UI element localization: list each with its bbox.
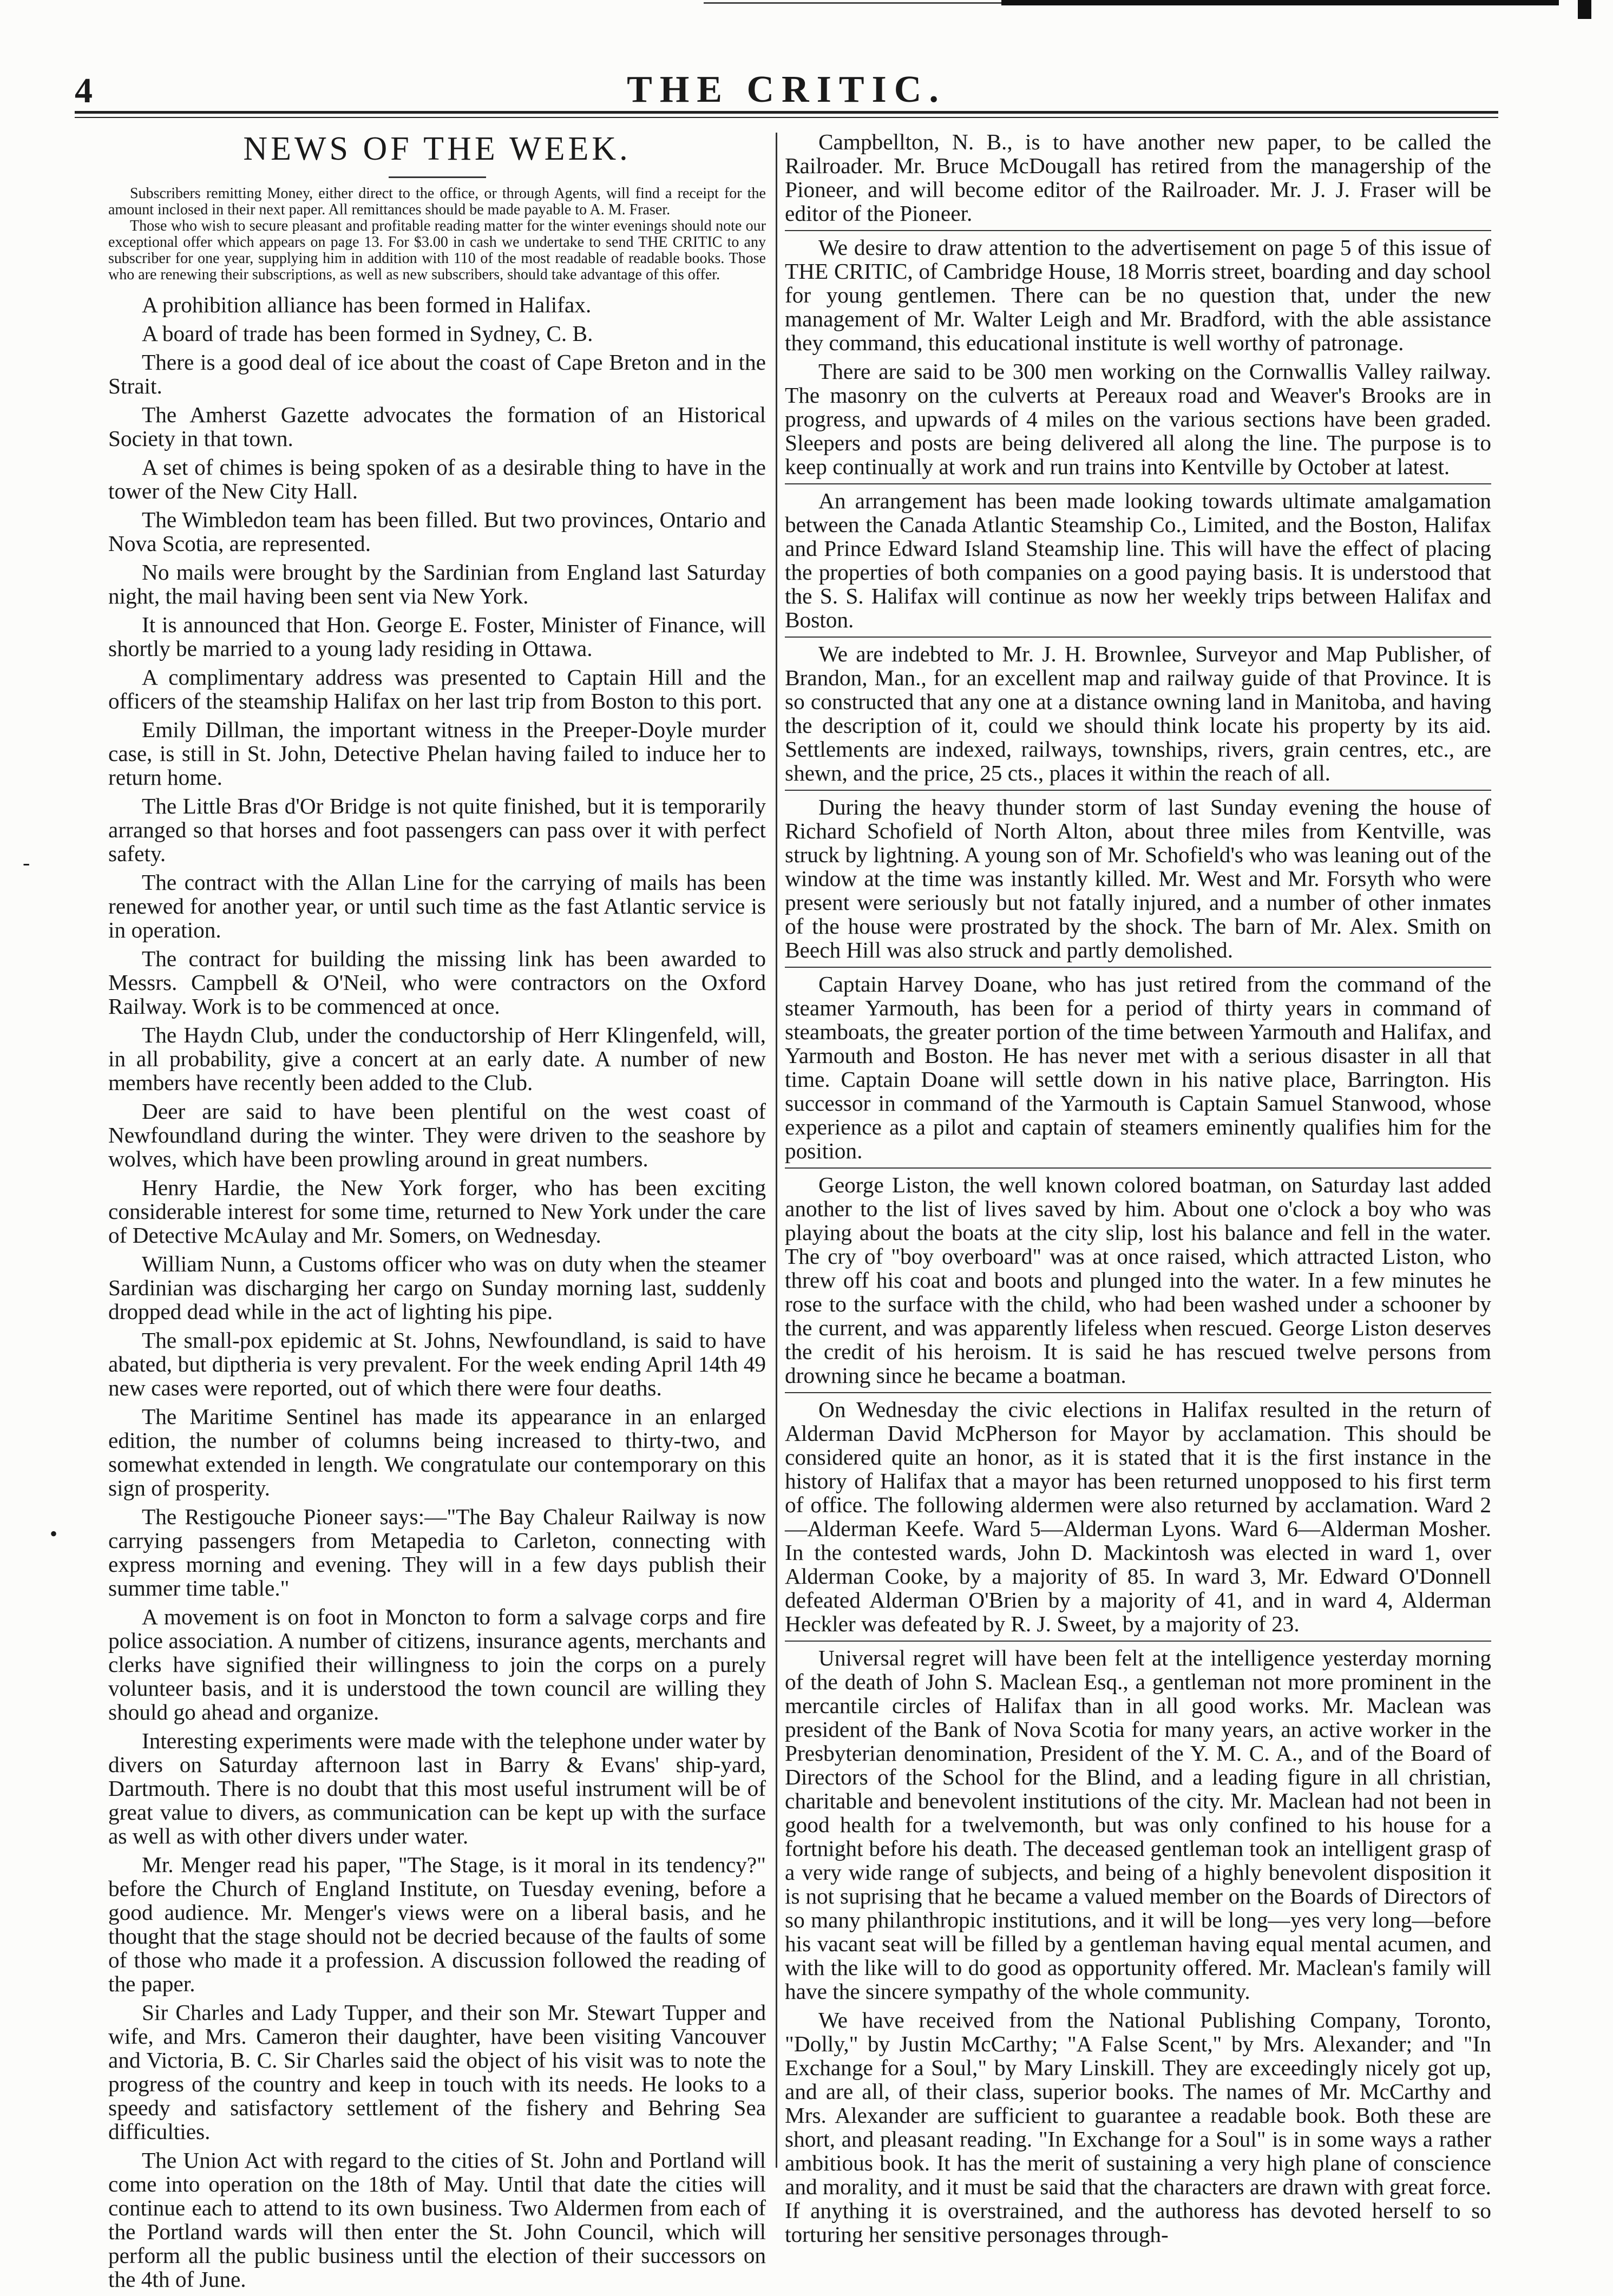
item-separator bbox=[785, 637, 1491, 638]
column-divider bbox=[776, 133, 777, 2168]
news-items bbox=[785, 130, 1491, 2246]
news-item: On Wednesday the civic elections in Halifax resulted in the return of Alderman David McPherson for Mayor by acclamation. This should be considered quite an honor, as it is stated that it is the first instance in the history of Halifax that a mayor has been returned unopposed to his first term of office. The following aldermen were also returned by acclamation. Ward 2—Alderman Keefe. Ward 5—Alderman Lyons. Ward 6—Alderman Mosher. In the contested wards, John D. Mackintosh was elected in ward 1, over Alderman Cooke, by a majority of 85. In ward 3, Mr. Edward O'Donnell defeated Alderman O'Brien by a majority of 41, and in ward 4, Alderman Heckler was defeated by R. J. Sweet, by a majority of 23. bbox=[785, 1397, 1491, 1636]
news-item: The Haydn Club, under the conductorship of Herr Klingenfeld, will, in all probability, give a concert at an early date. A number of new members have recently been added to the Club. bbox=[108, 1022, 766, 1095]
news-item: The Maritime Sentinel has made its appearance in an enlarged edition, the number of columns being increased to thirty-two, and somewhat extended in length. We congratulate our contemporary on this sign of prosperity. bbox=[108, 1404, 766, 1500]
news-item: Emily Dillman, the important witness in the Preeper-Doyle murder case, is still in St. John, Detective Phelan having failed to induce her to return home. bbox=[108, 717, 766, 790]
news-item: A complimentary address was presented to Captain Hill and the officers of the steamship Halifax on her last trip from Boston to this port. bbox=[108, 665, 766, 713]
news-item: There are said to be 300 men working on the Cornwallis Valley railway. The masonry on the culverts at Pereaux road and Weaver's Brooks are in progress, and upwards of 4 miles on the various sections have been graded. Sleepers and posts are being delivered all along the line. The purpose is to keep continually at work and run trains into Kentville by October at latest. bbox=[785, 359, 1491, 479]
masthead-rule-top bbox=[75, 111, 1498, 114]
news-item: The Amherst Gazette advocates the formation of an Historical Society in that town. bbox=[108, 402, 766, 451]
news-item: It is announced that Hon. George E. Foster, Minister of Finance, will shortly be married to a young lady residing in Ottawa. bbox=[108, 612, 766, 661]
item-separator bbox=[785, 1641, 1491, 1642]
margin-mark: • bbox=[50, 1521, 58, 1546]
news-item: We are indebted to Mr. J. H. Brownlee, Surveyor and Map Publisher, of Brandon, Man., for an excellent map and railway guide of that Province. It is so constructed that any one at a distance owning land in Manitoba, and having the description of it, could we should think locate his property by its aid. Settlements are indexed, railways, townships, rivers, grain centres, etc., are shewn, and the price, 25 cts., places it within the reach of all. bbox=[785, 641, 1491, 785]
page-number: 4 bbox=[75, 71, 93, 110]
news-item: The Wimbledon team has been filled. But two provinces, Ontario and Nova Scotia, are represented. bbox=[108, 507, 766, 556]
news-item: We have received from the National Publishing Company, Toronto, "Dolly," by Justin McCarthy; "A False Scent," by Mrs. Alexander; and "In Exchange for a Soul," by Mary Linskill. They are exceedingly nicely got up, and are all, of their class, superior books. The names of Mr. McCarthy and Mrs. Alexander are sufficient to guarantee a readable book. Both these are short, and pleasant reading. "In Exchange for a Soul" is in some ways a rather ambitious book. It has the merit of sustaining a very high plane of conscience and morality, and it must be said that the characters are drawn with great force. If anything it is overstrained, and the authoress has devoted herself to so torturing her sensitive personages through- bbox=[785, 2008, 1491, 2247]
left-column bbox=[108, 130, 766, 2296]
news-item: An arrangement has been made looking towards ultimate amalgamation between the Canada Atlantic Steamship Co., Limited, and the Boston, Halifax and Prince Edward Island Steamship line. This will have the effect of placing the properties of both companies on a good paying basis. It is understood that the S. S. Halifax will continue as now her weekly trips between Halifax and Boston. bbox=[785, 488, 1491, 632]
news-item: The contract for building the missing link has been awarded to Messrs. Campbell & O'Neil, who were contractors on the Oxford Railway. Work is to be commenced at once. bbox=[108, 946, 766, 1019]
news-item: Sir Charles and Lady Tupper, and their son Mr. Stewart Tupper and wife, and Mrs. Cameron their daughter, have been visiting Vancouver and Victoria, B. C. Sir Charles said the object of his visit was to note the progress of the country and keep in touch with its needs. He looks to a speedy and satisfactory settlement of the fishery and Behring Sea difficulties. bbox=[108, 2000, 766, 2144]
news-item: William Nunn, a Customs officer who was on duty when the steamer Sardinian was discharging her cargo on Sunday morning last, suddenly dropped dead while in the act of lighting his pipe. bbox=[108, 1251, 766, 1324]
right-column bbox=[785, 130, 1491, 2251]
item-separator bbox=[785, 790, 1491, 791]
news-item: Universal regret will have been felt at the intelligence yesterday morning of the death of John S. Maclean Esq., a gentleman not more prominent in the mercantile circles of Halifax than in all good works. Mr. Maclean was president of the Bank of Nova Scotia for many years, an active worker in the Presbyterian denomination, President of the Y. M. C. A., and of the Board of Directors of the School for the Blind, and a leading figure in all christian, charitable and benevolent institutions of the city. Mr. Maclean had not been in good health for a twelvemonth, but was only confined to his house for a fortnight before his death. The deceased gentleman took an intelligent grasp of a very wide range of subjects, and being of a highly benevolent disposition it is not suprising that he became a valued member on the Boards of Directors of so many philanthropic institutions, and it will be long—yes very long—before his vacant seat will be filled by a gentleman having equal mental acumen, and with the like will to do good as opportunity offered. Mr. Maclean's family will have the sincere sympathy of the whole community. bbox=[785, 1645, 1491, 2004]
news-item: A prohibition alliance has been formed in Halifax. bbox=[142, 292, 592, 317]
notice-paragraph: Subscribers remitting Money, either direct to the office, or through Agents, will find a receipt for the amount inclosed in their next paper. All remittances should be made payable to A. M. Fraser. bbox=[108, 185, 766, 218]
item-separator bbox=[785, 1392, 1491, 1393]
subscriber-notice bbox=[108, 186, 766, 283]
news-item: Campbellton, N. B., is to have another new paper, to be called the Railroader. Mr. Bruce McDougall has retired from the managership of the Pioneer, and will become editor of the Railroader. Mr. J. J. Fraser will be editor of the Pioneer. bbox=[785, 129, 1491, 226]
news-item: The small-pox epidemic at St. Johns, Newfoundland, is said to have abated, but diptheria is very prevalent. For the week ending April 14th 49 new cases were reported, out of which there were four deaths. bbox=[108, 1328, 766, 1400]
top-edge-bar bbox=[1001, 0, 1559, 5]
news-item: George Liston, the well known colored boatman, on Saturday last added another to the list of lives saved by him. About one o'clock a boy who was playing about the boats at the city slip, lost his balance and fell in the water. The cry of "boy overboard" was at once raised, which attracted Liston, who threw off his coat and boots and plunged into the water. In a few minutes he rose to the surface with the child, who had been washed under a schooner by the current, and was apparently lifeless when rescued. George Liston deserves the credit of his heroism. It is said he has rescued twelve persons from drowning since he became a boatman. bbox=[785, 1172, 1491, 1388]
masthead bbox=[75, 65, 1498, 124]
margin-mark: - bbox=[23, 850, 30, 875]
news-item: No mails were brought by the Sardinian from England last Saturday night, the mail having been sent via New York. bbox=[108, 560, 766, 608]
item-separator bbox=[785, 483, 1491, 484]
item-separator bbox=[785, 230, 1491, 231]
news-item: Interesting experiments were made with the telephone under water by divers on Saturday afternoon last in Barry & Evans' ship-yard, Dartmouth. There is no doubt that this most useful instrument will be of great value to divers, as communication can be kept up with the surface as well as with other divers under water. bbox=[108, 1728, 766, 1848]
masthead-rule-bottom bbox=[75, 117, 1498, 118]
newspaper-title: THE CRITIC. bbox=[627, 69, 946, 110]
news-item: There is a good deal of ice about the coast of Cape Breton and in the Strait. bbox=[108, 350, 766, 398]
news-item: We desire to draw attention to the advertisement on page 5 of this issue of THE CRITIC, of Cambridge House, 18 Morris street, boarding and day school for young gentlemen. There can be no question that, under the new management of Mr. Walter Leigh and Mr. Bradford, with the able assistance they command, this educational institute is well worthy of patronage. bbox=[785, 235, 1491, 355]
news-item: The Restigouche Pioneer says:—"The Bay Chaleur Railway is now carrying passengers from Metapedia to Carleton, connecting with express morning and evening. They will in a few days publish their summer time table." bbox=[108, 1504, 766, 1600]
news-items bbox=[108, 293, 766, 2291]
news-item: Henry Hardie, the New York forger, who has been exciting considerable interest for some time, returned to New York under the care of Detective McAulay and Mr. Somers, on Wednesday. bbox=[108, 1175, 766, 1248]
section-heading: NEWS OF THE WEEK. bbox=[243, 130, 631, 167]
corner-mark bbox=[1578, 0, 1591, 19]
heading-rule bbox=[389, 176, 486, 178]
news-item: The Little Bras d'Or Bridge is not quite finished, but it is temporarily arranged so that horses and foot passengers can pass over it with perfect safety. bbox=[108, 793, 766, 866]
item-separator bbox=[785, 967, 1491, 968]
news-item: A set of chimes is being spoken of as a desirable thing to have in the tower of the New City Hall. bbox=[108, 455, 766, 503]
news-item: Captain Harvey Doane, who has just retired from the command of the steamer Yarmouth, has been for a period of thirty years in command of steamboats, the greater portion of the time between Yarmouth and Halifax, and Yarmouth and Boston. He has never met with a serious disaster in all that time. Captain Doane will settle down in his native place, Barrington. His successor in command of the Yarmouth is Captain Samuel Stanwood, whose experience as a pilot and captain of steamers eminently qualifies him for the position. bbox=[785, 972, 1491, 1163]
news-item: The Union Act with regard to the cities of St. John and Portland will come into operation on the 18th of May. Until that date the cities will continue each to attend to its own business. Two Aldermen from each of the Portland wards will then enter the St. John Council, which will perform all the public business until the election of their successors on the 4th of June. bbox=[108, 2148, 766, 2292]
item-separator bbox=[785, 1167, 1491, 1169]
news-item: A board of trade has been formed in Sydney, C. B. bbox=[142, 321, 593, 346]
notice-paragraph: Those who wish to secure pleasant and profitable reading matter for the winter evenings should note our exceptional offer which appears on page 13. For $3.00 in cash we undertake to send THE CRITIC to any subscriber for one year, supplying him in addition with 110 of the most readable of readable books. Those who are renewing their subscriptions, as well as new subscribers, should take advantage of this offer. bbox=[108, 218, 766, 283]
news-item: The contract with the Allan Line for the carrying of mails has been renewed for another year, or until such time as the fast Atlantic service is in operation. bbox=[108, 870, 766, 942]
news-item: Mr. Menger read his paper, "The Stage, is it moral in its tendency?" before the Church of England Institute, on Tuesday evening, before a good audience. Mr. Menger's views were on a liberal basis, and he thought that the stage should not be decried because of the faults of some of those who made it a profession. A discussion followed the reading of the paper. bbox=[108, 1852, 766, 1996]
news-item: Deer are said to have been plentiful on the west coast of Newfoundland during the winter. They were driven to the seashore by wolves, which have been prowling around in great numbers. bbox=[108, 1099, 766, 1171]
news-item: A movement is on foot in Moncton to form a salvage corps and fire police association. A number of citizens, insurance agents, merchants and clerks have signified their willingness to join the corps on a purely volunteer basis, and it is understood the town council are willing they should go ahead and organize. bbox=[108, 1604, 766, 1724]
news-item: During the heavy thunder storm of last Sunday evening the house of Richard Schofield of North Alton, about three miles from Kentville, was struck by lightning. A young son of Mr. Schofield's who was leaning out of the window at the time was instantly killed. Mr. West and Mr. Forsyth who were present were seriously but not fatally injured, and a number of other inmates of the house were prostrated by the shock. The barn of Mr. Alex. Smith on Beech Hill was also struck and partly demolished. bbox=[785, 795, 1491, 962]
top-edge-line bbox=[704, 2, 1001, 4]
